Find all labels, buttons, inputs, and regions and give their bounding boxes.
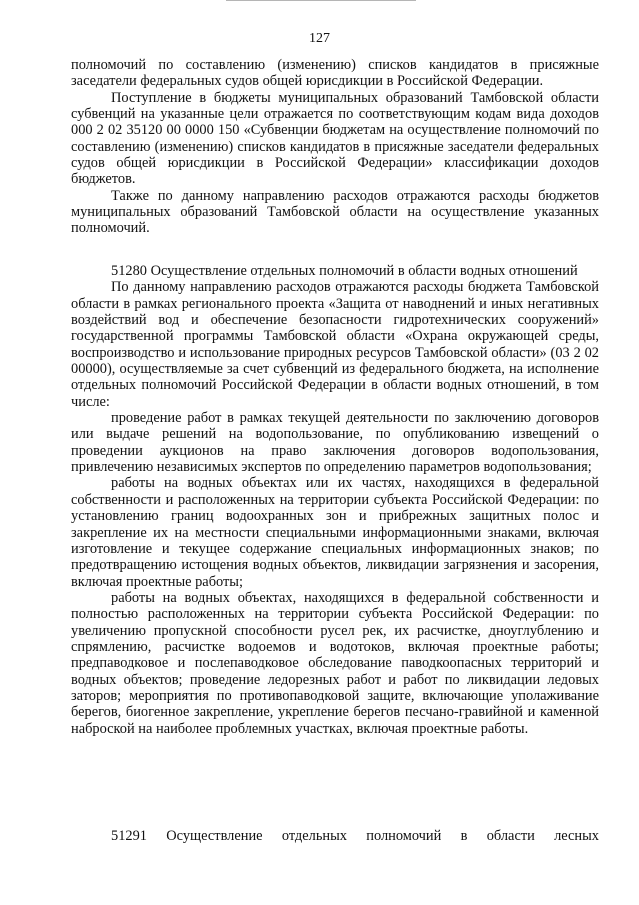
paragraph-51280-item-2: работы на водных объектах или их частях, находящихся в федеральной собственности и расположенных на территории субъекта Российской Федерации: по установлению границ водоохранных зон и прибрежных защитных полос и закрепление их на местности специальными информационными знаками, включая изготовление и текущее содержание специальных информационных знаков; по предотвращению истощения водных объектов, ликвидации загрязнения и засорения, включая проектные работы; (71, 475, 599, 590)
paragraph-51280-item-3: работы на водных объектах, находящихся в федеральной собственности и полностью расположенных на территории субъекта Российской Федерации: по увеличению пропускной способности русел рек, их расчистке, дноуглублению и спрямлению, расчистке водоемов и водотоков, включая проектные работы; предпаводковое и послепаводковое обследование паводкоопасных территорий и водных объектов; проведение ледорезных работ и работ по ликвидации ледовых заторов; мероприятия по противопаводковой защите, включающие уполаживание берегов, биогенное закрепление, укрепление берегов песчано-гравийной и каменной наброской на наиболее проблемных участках, включая проектные работы. (71, 589, 599, 737)
paragraph-subventions-income: Поступление в бюджеты муниципальных образований Тамбовской области субвенций на указанные цели отражается по соответствующим кодам вида доходов 000 2 02 35120 00 0000 150 «Субвенции бюджетам на осуществление полномочий по составлению (изменению) списков кандидатов в присяжные заседатели федеральных судов общей юрисдикции в Российской Федерации» классификации доходов бюджетов. (71, 89, 599, 188)
document-body (71, 57, 599, 237)
section-51280 (71, 263, 599, 737)
paragraph-51280-description: По данному направлению расходов отражаются расходы бюджета Тамбовской области в рамках регионального проекта «Защита от наводнений и иных негативных воздействий вод и обеспечение безопасности гидротехнических сооружений» государственной программы Тамбовской области «Охрана окружающей среды, воспроизводство и использование природных ресурсов Тамбовской области» (03 2 02 00000), осуществляемые за счет субвенций из федерального бюджета, на исполнение отдельных полномочий Российской Федерации в области водных отношений, в том числе: (71, 279, 599, 410)
section-51291 (71, 828, 599, 844)
page-number: 127 (309, 31, 330, 46)
paragraph-51280-item-1: проведение работ в рамках текущей деятельности по заключению договоров или выдаче решений на водопользование, по опубликованию извещений о проведении аукционов на право заключения договоров водопользования, привлечению независимых экспертов по определению параметров водопользования; (71, 410, 599, 476)
section-heading-51280: 51280 Осуществление отдельных полномочий в области водных отношений (111, 263, 578, 279)
section-heading-51291: 51291 Осуществление отдельных полномочий в области лесных (111, 828, 599, 844)
scan-edge-line (226, 0, 416, 1)
paragraph-municipal-expenses: Также по данному направлению расходов отражаются расходы бюджетов муниципальных образований Тамбовской области на осуществление указанных полномочий. (71, 187, 599, 237)
paragraph-continued: полномочий по составлению (изменению) списков кандидатов в присяжные заседатели федеральных судов общей юрисдикции в Российской Федерации. (71, 57, 599, 90)
